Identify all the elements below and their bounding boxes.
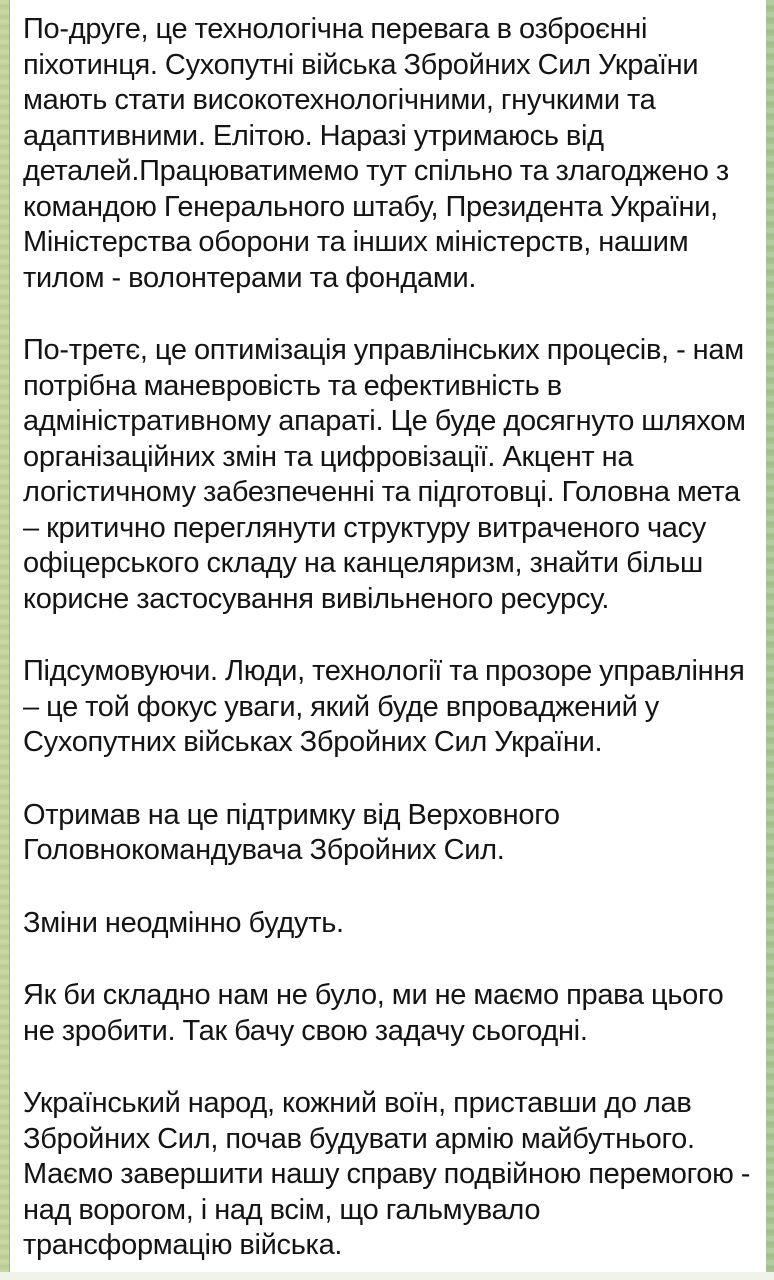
message-paragraph: По-третє, це оптимізація управлінських процесів, - нам потрібна маневровість та ефективність в адміністративному апараті. Це буде досягнуто шляхом організаційних змін та цифровізації. Акцент на логістичному забезпеченні та підготовці. Головна мета – критично переглянути структуру витраченого часу офіцерського складу на канцеляризм, знайти більш корисне застосування вивільненого ресурсу. (23, 334, 746, 615)
message-paragraph: Як би складно нам не було, ми не маємо права цього не зробити. Так бачу свою задачу сьогодні. (23, 979, 724, 1047)
message-paragraph: Зміни неодмінно будуть. (23, 906, 344, 939)
message-text (23, 12, 754, 1264)
chat-background-left-strip (0, 0, 10, 1272)
message-paragraph: Підсумовуючи. Люди, технології та прозоре управління – це той фокус уваги, який буде впроваджений у Сухопутних військах Збройних Сил України. (23, 655, 745, 758)
message-paragraph: По-друге, це технологічна перевага в озброєнні піхотинця. Сухопутні війська Збройних Сил України мають стати високотехнологічними, гнучкими та адаптивними. Елітою. Наразі утримаюсь від деталей.Працюватимемо тут спільно та злагоджено з командою Генерального штабу, Президента України, Міністерства оборони та інших міністерств, нашим тилом - волонтерами та фондами. (23, 13, 729, 294)
message-paragraph: Отримав на це підтримку від Верховного Головнокомандувача Збройних Сил. (23, 798, 560, 866)
message-paragraph: Український народ, кожний воїн, приставши до лав Збройних Сил, почав будувати армію майбутнього. Маємо завершити нашу справу подвійною перемогою - над ворогом, і над всім, що гальмувало трансформацію війська. (23, 1087, 751, 1261)
bubble-bottom-edge (0, 1272, 774, 1280)
chat-background-right-strip (766, 0, 774, 1272)
message-bubble[interactable] (10, 0, 766, 1272)
